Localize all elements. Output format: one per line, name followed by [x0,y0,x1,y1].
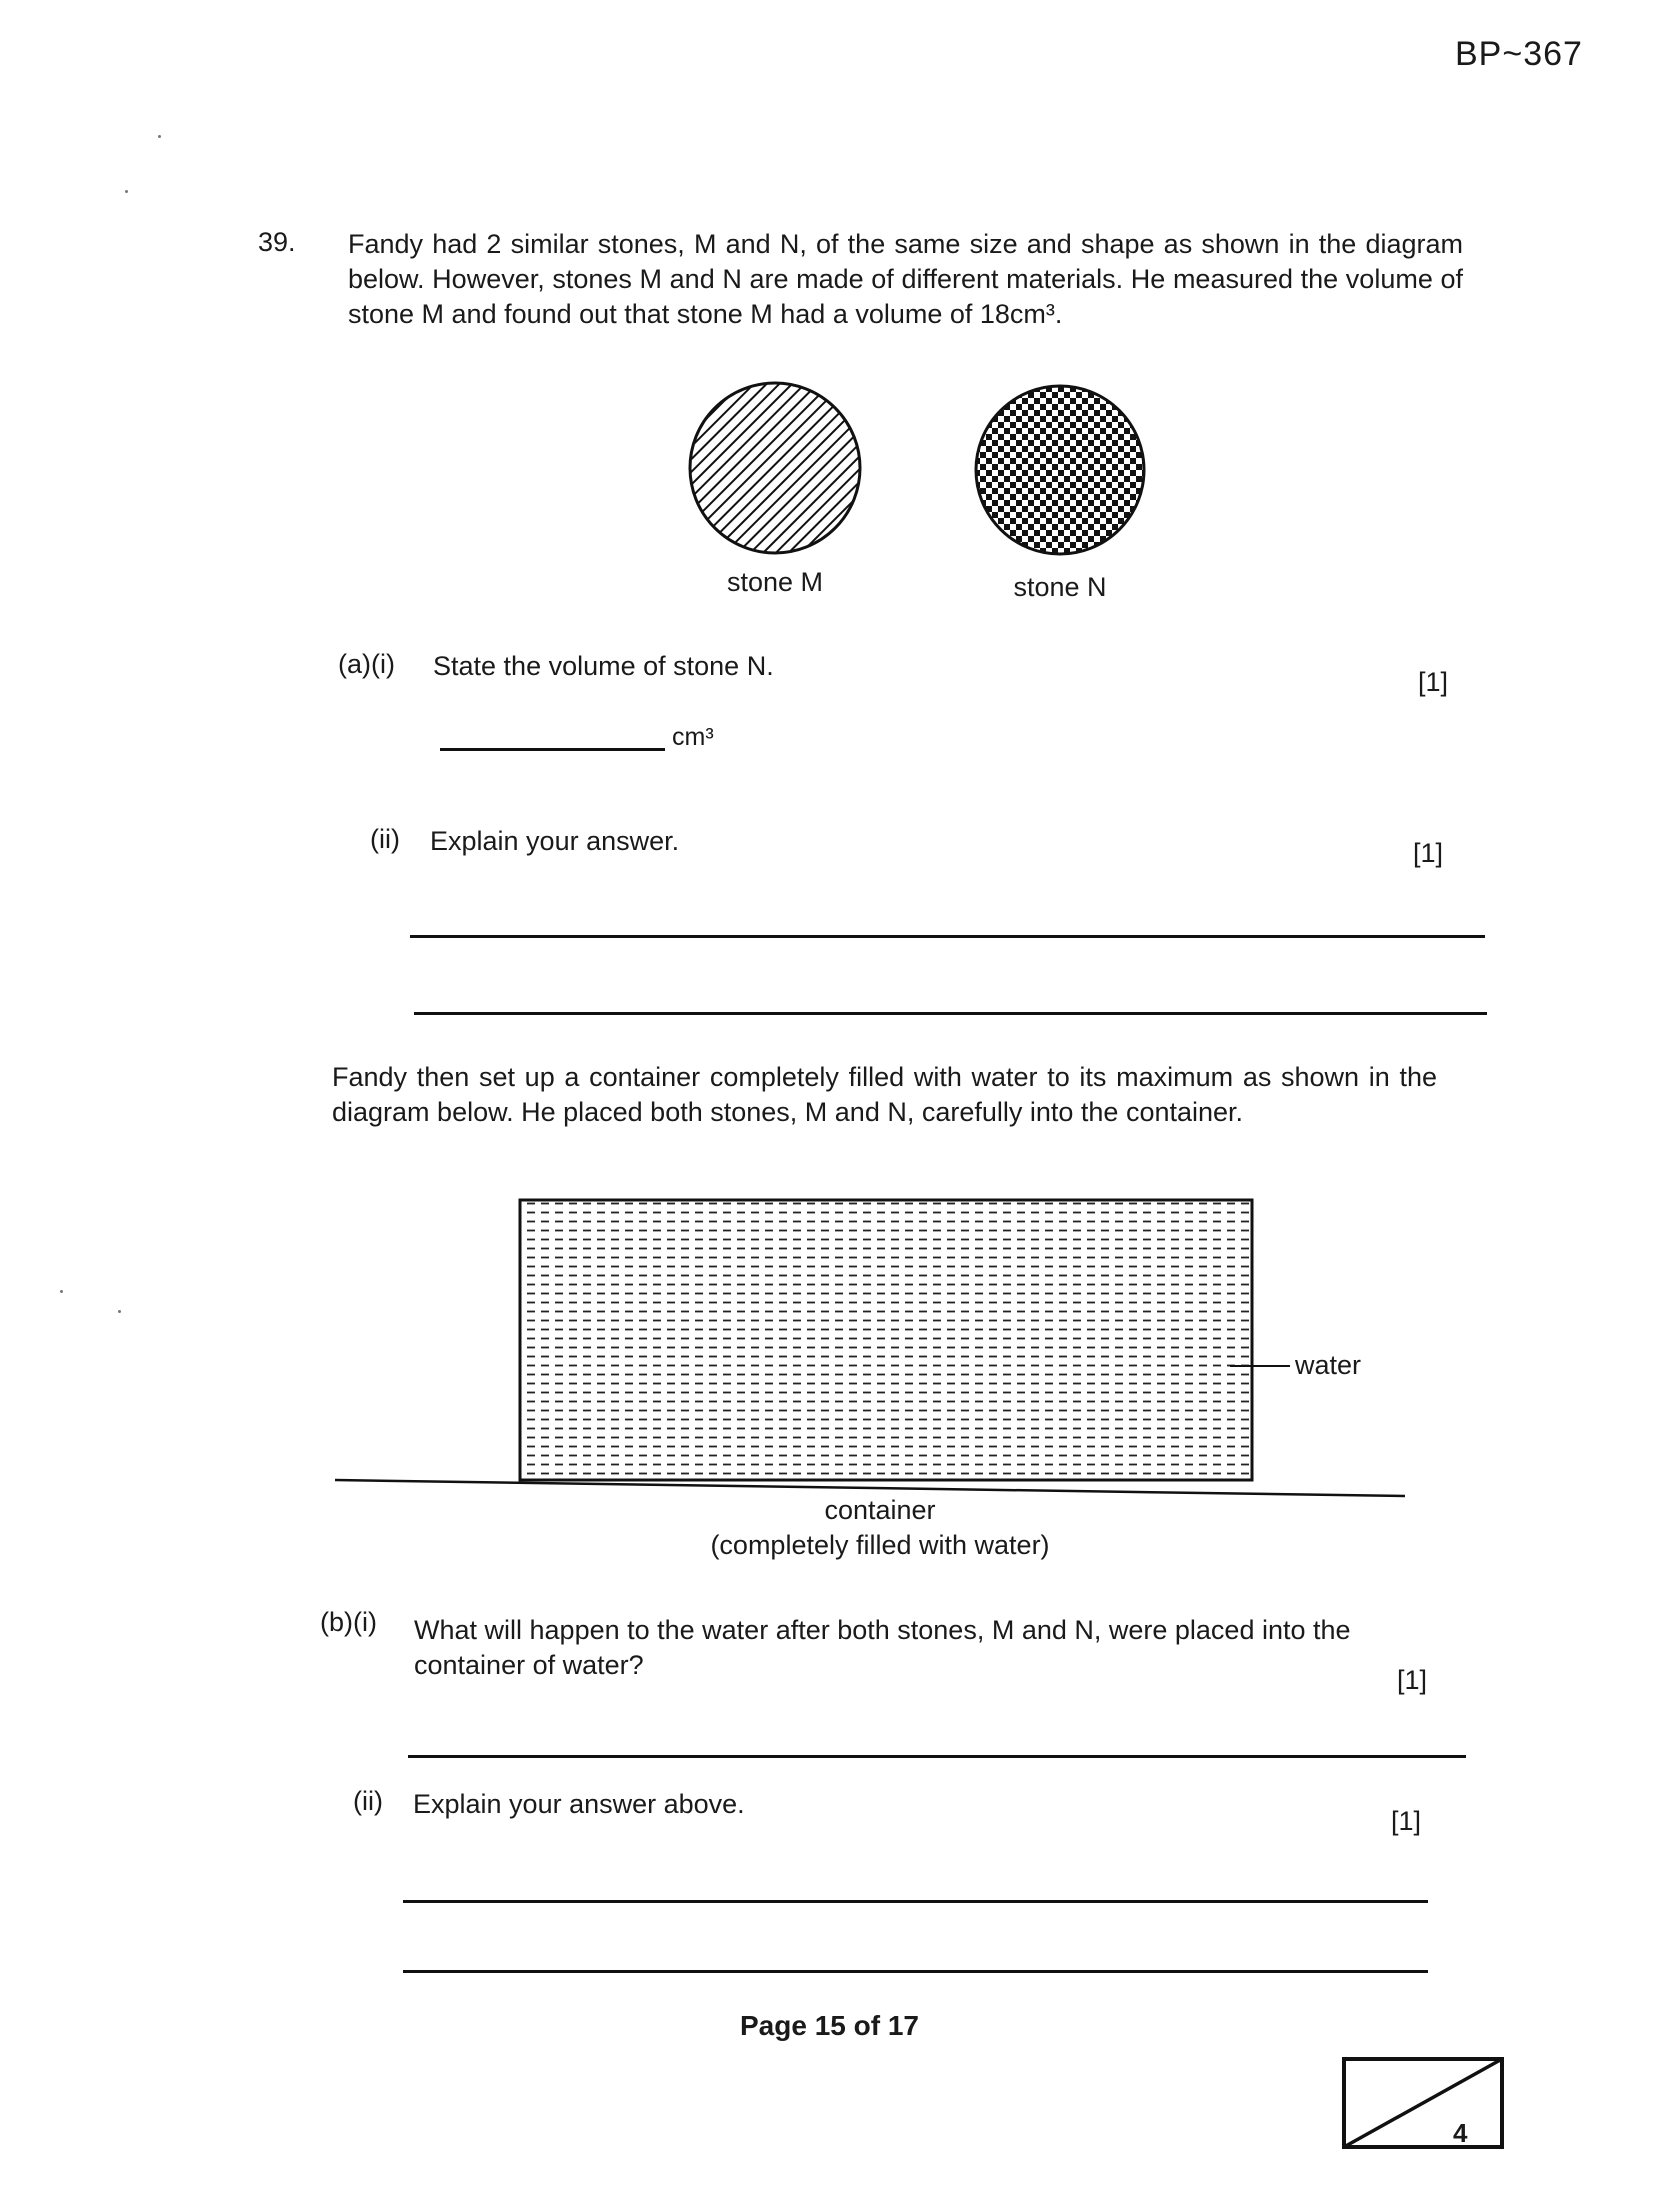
score-value: 4 [1453,2118,1468,2148]
stone-m-label: stone M [726,567,824,597]
water-fill [520,1200,1252,1480]
container-diagram [330,1190,1410,1510]
part-a-i-marks: [1] [1418,667,1449,697]
answer-line-b-ii-1[interactable] [403,1900,1428,1903]
part-b-i-text: What will happen to the water after both stones, M and N, were placed into the container of water? [414,1615,1351,1680]
part-a-ii-marks: [1] [1413,838,1444,868]
stones-diagram [680,380,1160,560]
answer-line-b-ii-2[interactable] [403,1970,1428,1973]
answer-line-a-i[interactable] [440,748,665,751]
ground-line [335,1480,1405,1496]
part-a-i-text: State the volume of stone N. [433,651,774,681]
volume-unit: cm³ [672,723,714,751]
part-b-i-number: (b)(i) [320,1607,377,1637]
setup-text: Fandy then set up a container completely filled with water to its maximum as shown in the diagram below. He placed both stones, M and N, carefully into the container. [332,1062,1437,1127]
document-code: BP~367 [1455,35,1583,73]
answer-line-b-i[interactable] [408,1755,1466,1758]
part-a-ii-text: Explain your answer. [430,826,680,856]
part-b-ii-marks: [1] [1391,1806,1422,1836]
part-a-ii-number: (ii) [370,824,400,854]
part-b-i-marks: [1] [1397,1665,1428,1695]
container-label: container [824,1495,936,1525]
answer-line-a-ii-2[interactable] [414,1012,1487,1015]
scan-speck [60,1290,63,1293]
stone-m-shape [690,383,860,553]
scan-speck [118,1310,121,1313]
page-number: Page 15 of 17 [740,2010,919,2041]
water-label: water [1295,1350,1362,1380]
score-box [1340,2055,1510,2155]
question-intro: Fandy had 2 similar stones, M and N, of the same size and shape as shown in the diagram below. However, stones M and N are made of different materials. He measured the volume of stone M and found out that stone M had a volume of 18cm³. [348,229,1463,329]
part-b-ii-text: Explain your answer above. [413,1789,745,1819]
container-sublabel: (completely filled with water) [710,1530,1050,1560]
answer-line-a-ii-1[interactable] [410,935,1485,938]
part-a-i-number: (a)(i) [338,649,395,679]
stone-n-label: stone N [1013,572,1107,602]
part-b-ii-number: (ii) [353,1786,383,1816]
question-number: 39. [258,227,296,257]
stone-n-shape [976,386,1144,554]
scan-speck [158,135,161,138]
scan-speck [125,190,128,193]
